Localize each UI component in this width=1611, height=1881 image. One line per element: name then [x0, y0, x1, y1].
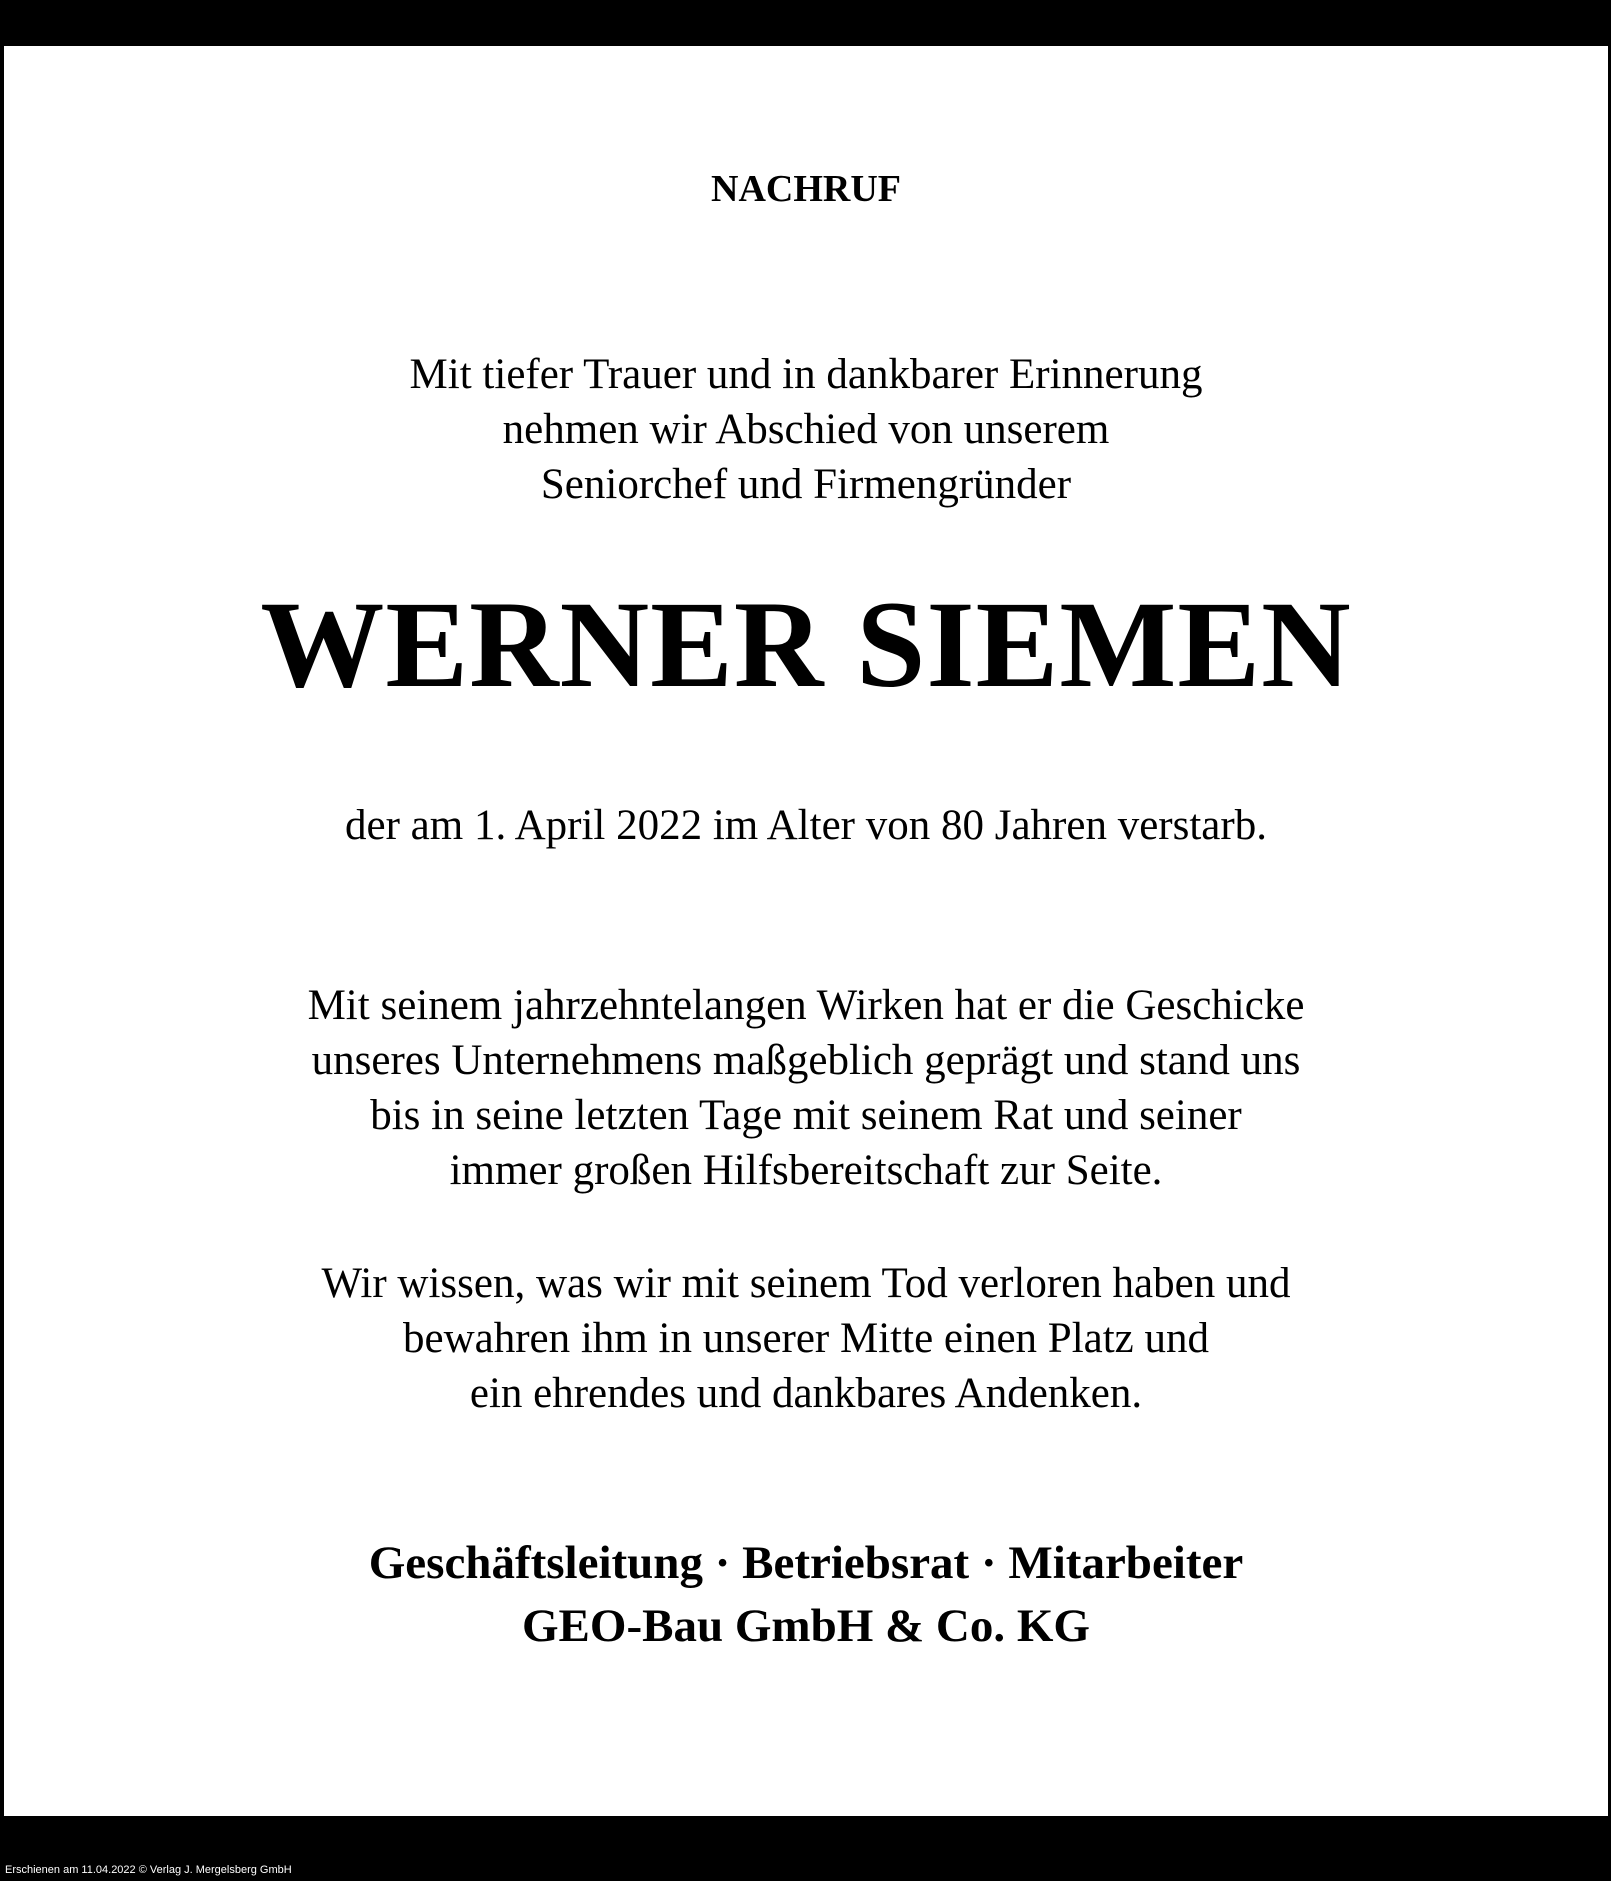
notice-title: NACHRUF [711, 168, 901, 210]
intro-line: Mit tiefer Trauer und in dankbarer Erinnerung [409, 351, 1203, 398]
paragraph-line: Wir wissen, was wir mit seinem Tod verloren haben und [321, 1260, 1291, 1307]
signature-company: GEO-Bau GmbH & Co. KG [522, 1600, 1090, 1652]
paragraph-line: Mit seinem jahrzehntelangen Wirken hat er die Geschicke [307, 982, 1305, 1029]
publication-footer: Erschienen am 11.04.2022 © Verlag J. Mergelsberg GmbH [5, 1864, 292, 1876]
obituary-notice [4, 46, 1608, 1816]
paragraph-line: bis in seine letzten Tage mit seinem Rat und seiner [370, 1092, 1242, 1139]
paragraph-line: ein ehrendes und dankbares Andenken. [469, 1370, 1143, 1417]
paragraph-line: bewahren ihm in unserer Mitte einen Platz und [402, 1315, 1210, 1362]
paragraph-line: unseres Unternehmens maßgeblich geprägt und stand uns [311, 1037, 1301, 1084]
intro-line: nehmen wir Abschied von unserem [502, 406, 1110, 453]
intro-line: Seniorchef und Firmengründer [540, 461, 1072, 508]
top-border [0, 0, 1611, 46]
paragraph-line: immer großen Hilfsbereitschaft zur Seite. [449, 1147, 1163, 1194]
date-line: der am 1. April 2022 im Alter von 80 Jahren verstarb. [345, 802, 1267, 849]
signature-line: Geschäftsleitung · Betriebsrat · Mitarbeiter [368, 1537, 1244, 1589]
deceased-name: WERNER SIEMEN [260, 576, 1352, 713]
